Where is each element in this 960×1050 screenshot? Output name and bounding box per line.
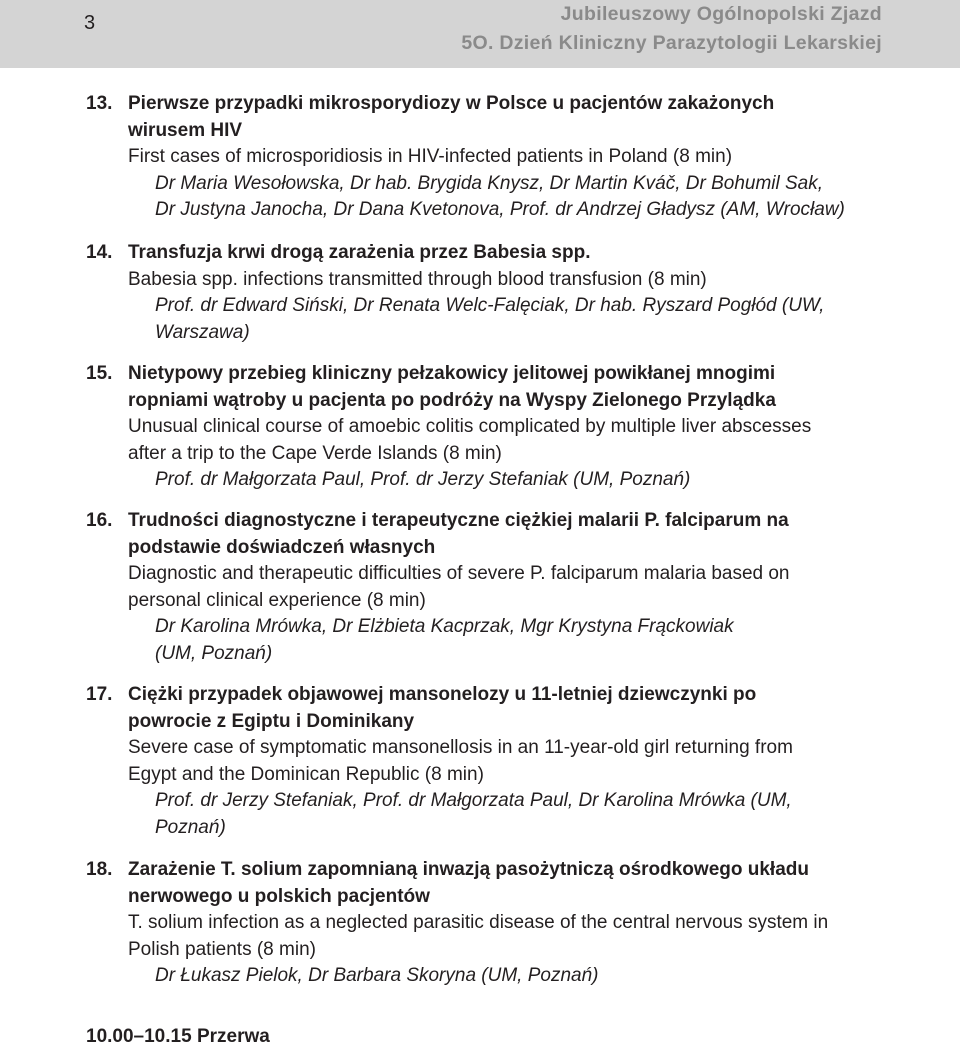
item-number: 16.	[86, 510, 113, 531]
program-item-13	[86, 91, 886, 224]
program-item-15	[86, 361, 886, 494]
item-title-en: after a trip to the Cape Verde Islands (8 min)	[128, 442, 502, 464]
item-title-en: Severe case of symptomatic mansonellosis in an 11-year-old girl returning from	[128, 737, 793, 758]
item-title-en: Unusual clinical course of amoebic colitis complicated by multiple liver abscesses	[128, 416, 812, 437]
program-item-14	[86, 240, 886, 346]
item-title-pl: ropniami wątroby u pacjenta po podróży na Wyspy Zielonego Przylądka	[128, 389, 776, 411]
item-authors: Dr Justyna Janocha, Dr Dana Kvetonova, Prof. dr Andrzej Gładysz (AM, Wrocław)	[155, 199, 845, 220]
item-number: 14.	[86, 242, 113, 263]
item-title-en: Babesia spp. infections transmitted through blood transfusion (8 min)	[128, 268, 707, 290]
item-title-pl: Transfuzja krwi drogą zarażenia przez Babesia spp.	[128, 242, 591, 263]
break-label: 10.00–10.15 Przerwa	[86, 1026, 270, 1047]
page-header	[0, 0, 960, 68]
item-title-pl: Trudności diagnostyczne i terapeutyczne ciężkiej malarii P. falciparum na	[128, 510, 789, 531]
item-number: 15.	[86, 363, 113, 384]
item-authors: Prof. dr Małgorzata Paul, Prof. dr Jerzy Stefaniak (UM, Poznań)	[155, 469, 691, 490]
item-authors: Prof. dr Jerzy Stefaniak, Prof. dr Małgorzata Paul, Dr Karolina Mrówka (UM,	[155, 790, 792, 811]
item-authors: Prof. dr Edward Siński, Dr Renata Welc-Falęciak, Dr hab. Ryszard Pogłód (UW,	[155, 295, 825, 316]
item-title-pl: Pierwsze przypadki mikrosporydiozy w Polsce u pacjentów zakażonych	[128, 93, 775, 114]
header-title-line-2: 5O. Dzień Kliniczny Parazytologii Lekarskiej	[461, 32, 882, 54]
header-title-line-1: Jubileuszowy Ogólnopolski Zjazd	[560, 3, 882, 25]
item-title-pl: powrocie z Egiptu i Dominikany	[128, 710, 415, 732]
program-item-18	[86, 857, 886, 990]
item-title-pl: podstawie doświadczeń własnych	[128, 536, 436, 558]
item-title-pl: wirusem HIV	[128, 119, 243, 141]
page-number: 3	[84, 12, 96, 34]
item-title-pl: nerwowego u polskich pacjentów	[128, 885, 430, 907]
item-authors: (UM, Poznań)	[155, 642, 273, 664]
item-authors: Warszawa)	[155, 321, 250, 343]
program-item-16	[86, 508, 886, 667]
item-authors: Poznań)	[155, 816, 226, 838]
item-title-en: Egypt and the Dominican Republic (8 min)	[128, 763, 484, 785]
program-item-17	[86, 682, 886, 841]
item-title-en: Polish patients (8 min)	[128, 938, 316, 960]
item-number: 18.	[86, 859, 113, 880]
item-title-pl: Zarażenie T. solium zapomnianą inwazją pasożytniczą ośrodkowego układu	[128, 859, 809, 880]
item-authors: Dr Łukasz Pielok, Dr Barbara Skoryna (UM, Poznań)	[155, 965, 599, 986]
item-title-pl: Nietypowy przebieg kliniczny pełzakowicy jelitowej powikłanej mnogimi	[128, 363, 776, 384]
item-title-en: T. solium infection as a neglected parasitic disease of the central nervous system in	[128, 912, 829, 933]
item-number: 17.	[86, 684, 113, 705]
item-title-pl: Ciężki przypadek objawowej mansonelozy u 11-letniej dziewczynki po	[128, 684, 757, 705]
item-title-en: Diagnostic and therapeutic difficulties of severe P. falciparum malaria based on	[128, 563, 790, 584]
item-number: 13.	[86, 93, 113, 114]
item-authors: Dr Maria Wesołowska, Dr hab. Brygida Knysz, Dr Martin Kváč, Dr Bohumil Sak,	[155, 172, 824, 194]
item-title-en: First cases of microsporidiosis in HIV-infected patients in Poland (8 min)	[128, 146, 733, 167]
item-authors: Dr Karolina Mrówka, Dr Elżbieta Kacprzak, Mgr Krystyna Frąckowiak	[155, 616, 734, 637]
item-title-en: personal clinical experience (8 min)	[128, 589, 426, 611]
header-title	[461, 0, 882, 58]
